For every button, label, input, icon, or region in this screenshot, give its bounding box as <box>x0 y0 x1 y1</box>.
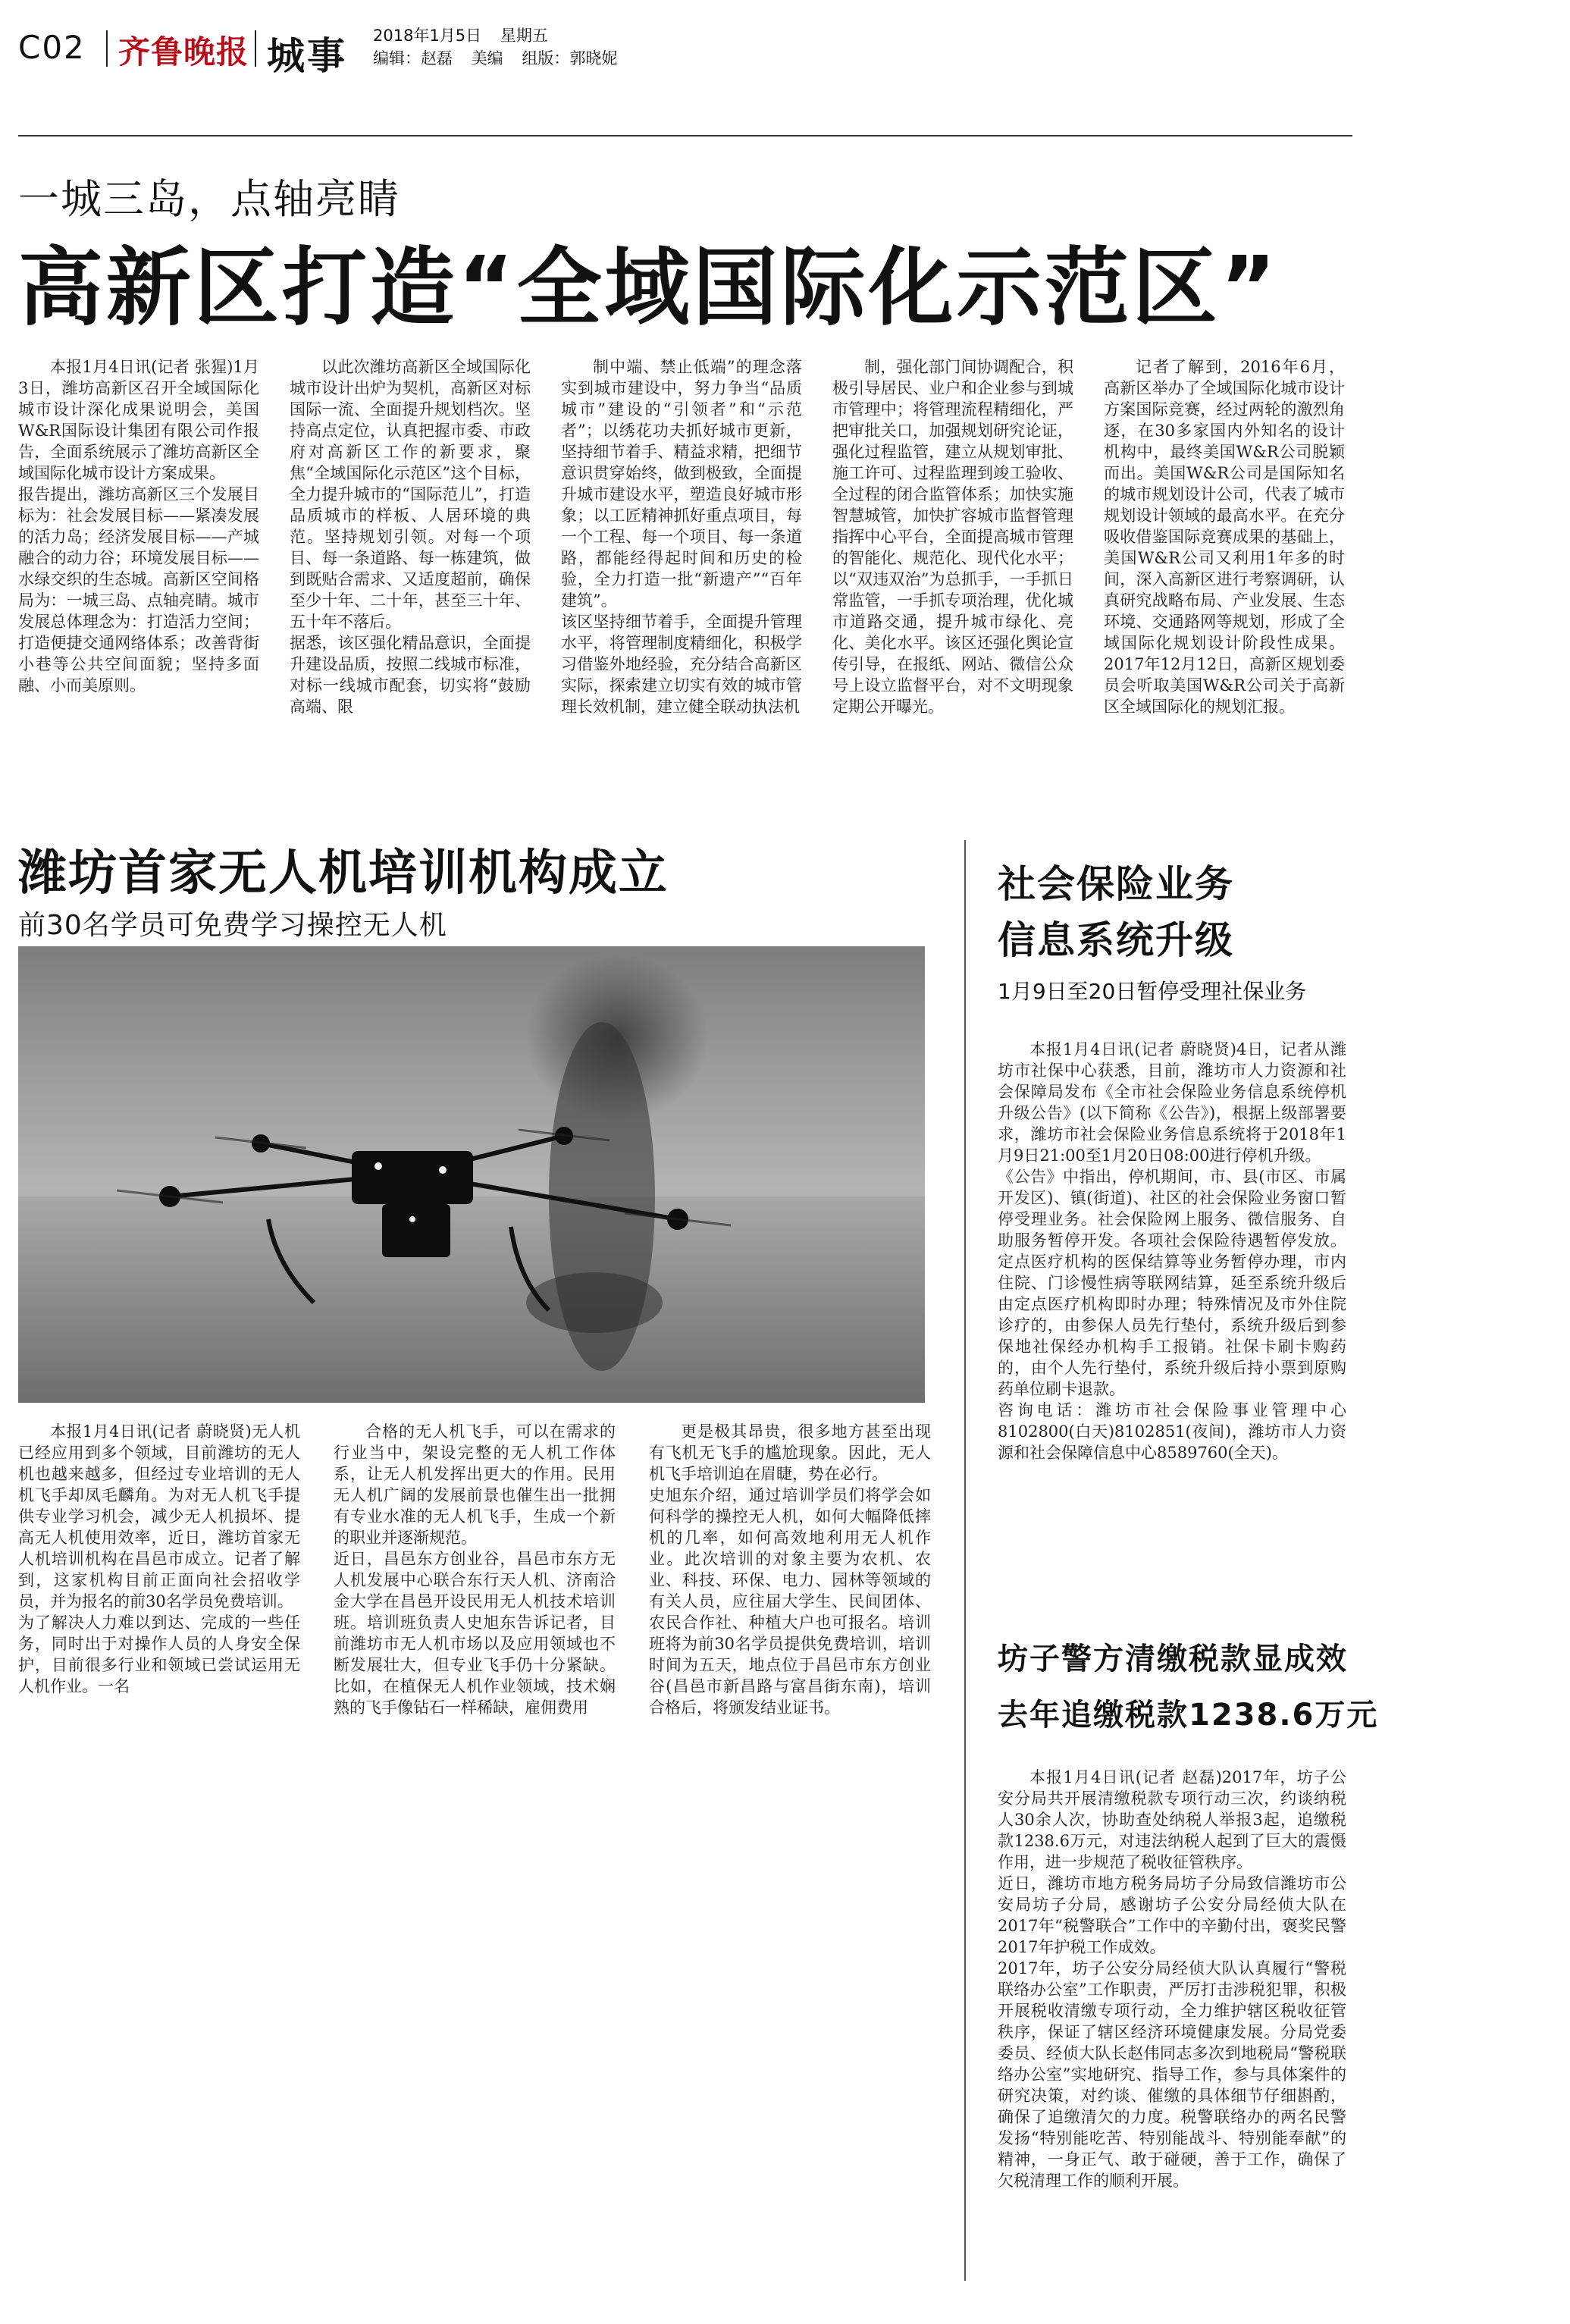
column-separator <box>964 840 966 2281</box>
lead-column-3: 制中端、禁止低端”的理念落实到城市建设中，努力争当“品质城市”建设的“引领者”和“示范者”；以绣花功夫抓好城市更新，坚持细节着手、精益求精，把细节意识贯穿始终，做到极致，全面提升城市建设水平，塑造良好城市形象；以工匠精神抓好重点项目，每一个工程、每一个项目、每一条道路，都能经得起时间和历史的检验，全力打造一批“新遗产”“百年建筑”。 该区坚持细节着手，全面提升管理水平，将管理制度精细化，积极学习借鉴外地经验，充分结合高新区实际，探索建立切实有效的城市管理长效机制，建立健全联动执法机 <box>561 358 802 716</box>
tax-headline-1: 坊子警方清缴税款显成效 <box>998 1642 1348 1676</box>
social-headline-1: 社会保险业务 <box>998 862 1234 906</box>
layout-credit: 组版：郭晓妮 <box>522 49 618 67</box>
art-credit: 美编 <box>471 49 503 67</box>
lead-column-5: 记者了解到，2016年6月，高新区举办了全域国际化城市设计方案国际竞赛，经过两轮的激烈角逐，在30多家国内外知名的设计机构中，最终美国W&R公司脱颖而出。美国W&R公司是国际知名的城市规划设计公司，代表了城市规划设计领域的最高水平。在充分吸收借鉴国际竞赛成果的基础上，美国W&R公司又利用1年多的时间，深入高新区进行考察调研，认真研究战略布局、产业发展、生态环境、交通路网等规划，形成了全域国际化规划设计阶段性成果。2017年12月12日，高新区规划委员会听取美国W&R公司关于高新区全域国际化的规划汇报。 <box>1104 358 1345 716</box>
tax-body: 本报1月4日讯(记者 赵磊)2017年，坊子公安分局共开展清缴税款专项行动三次，约谈纳税人30余人次，协助查处纳税人举报3起，追缴税款1238.6万元，对违法纳税人起到了巨大的震慑作用，进一步规范了税收征管秩序。 近日，潍坊市地方税务局坊子分局致信潍坊市公安局坊子分局，感谢坊子公安分局经侦大队在2017年“税警联合”工作中的辛勤付出，褒奖民警2017年护税工作成效。 2017年，坊子公安分局经侦大队认真履行“警税联络办公室”工作职责，严厉打击涉税犯罪，积极开展税收清缴专项行动，全力维护辖区税收征管秩序，保证了辖区经济环境健康发展。分局党委委员、经侦大队长赵伟同志多次到地税局“警税联络办公室”实地研究、指导工作，参与具体案件的研究决策，对约谈、催缴的具体细节仔细斟酌，确保了追缴清欠的力度。税警联络办的两名民警发扬“特别能吃苦、特别能战斗、特别能奉献”的精神，一身正气、敢于碰硬，善于工作，确保了欠税清理工作的顺利开展。 <box>998 1768 1346 2190</box>
lead-column-4: 制，强化部门间协调配合，积极引导居民、业户和企业参与到城市管理中；将管理流程精细化，严把审批关口，加强规划研究论证，强化过程监管，建立从规划审批、施工许可、过程监理到竣工验收、全过程的闭合监管体系；加快实施智慧城管，加快扩容城市监督管理指挥中心平台，全面提高城市管理的智能化、规范化、现代化水平；以“双违双治”为总抓手，一手抓日常监管，一手抓专项治理，优化城市道路交通，提升城市绿化、亮化、美化水平。该区还强化舆论宣传引导，在报纸、网站、微信公众号上设立监督平台，对不文明现象定期公开曝光。 <box>832 358 1073 716</box>
newspaper-brand: 齐鲁晚报 <box>118 33 249 71</box>
drone-column-3: 更是极其昂贵，很多地方甚至出现有飞机无飞手的尴尬现象。因此，无人机飞手培训迫在眉睫，势在必行。 史旭东介绍，通过培训学员们将学会如何科学的操控无人机，如何大幅降低摔机的几率，如何高效地利用无人机作业。此次培训的对象主要为农机、农业、科技、环保、电力、园林等领域的有关人员，应往届大学生、民间团体、农民合作社、种植大户也可报名。培训班将为前30名学员提供免费培训，培训时间为五天，地点位于昌邑市东方创业谷(昌邑市新昌路与富昌街东南)，培训合格后，将颁发结业证书。 <box>649 1422 931 1717</box>
drone-photo <box>18 946 925 1403</box>
drone-column-2: 合格的无人机飞手，可以在需求的行业当中，架设完整的无人机工作体系，让无人机发挥出更大的作用。民用无人机广阔的发展前景也催生出一批拥有专业水准的无人机飞手，生成一个新的职业并逐渐规范。 近日，昌邑东方创业谷，昌邑市东方无人机发展中心联合东行天人机、济南洽金大学在昌邑开设民用无人机技术培训班。培训班负责人史旭东告诉记者，目前潍坊市无人机市场以及应用领域也不断发展壮大，但专业飞手仍十分紧缺。比如，在植保无人机作业领域，技术娴熟的飞手像钻石一样稀缺，雇佣费用 <box>334 1422 616 1717</box>
masthead-divider <box>106 30 108 67</box>
section-title: 城事 <box>267 33 347 78</box>
lead-column-2: 以此次潍坊高新区全域国际化城市设计出炉为契机，高新区对标国际一流、全面提升规划档次。坚持高点定位，认真把握市委、市政府对高新区工作的新要求，聚焦“全域国际化示范区”这个目标，全力提升城市的“国际范儿”，打造品质城市的样板、人居环境的典范。坚持规划引领。对每一个项目、每一条道路、每一栋建筑，做到既贴合需求、又适度超前，确保至少十年、二十年，甚至三十年、五十年不落后。 据悉，该区强化精品意识，全面提升建设品质，按照二线城市标准，对标一线城市配套，切实将“鼓励高端、限 <box>290 358 531 716</box>
masthead-rule <box>18 135 1352 136</box>
issue-date: 2018年1月5日 <box>373 27 482 45</box>
masthead-divider <box>255 30 256 67</box>
issue-weekday: 星期五 <box>500 27 548 45</box>
drone-subhead: 前30名学员可免费学习操控无人机 <box>18 910 447 941</box>
lead-column-1: 本报1月4日讯(记者 张猩)1月3日，潍坊高新区召开全域国际化城市设计深化成果说明会，美国W&R国际设计集团有限公司作报告，全面系统展示了潍坊高新区全域国际化城市设计方案成果。 报告提出，潍坊高新区三个发展目标为：社会发展目标——紧凑发展的活力岛；经济发展目标——产城融合的动力谷；环境发展目标——水绿交织的生态城。高新区空间格局为：一城三岛、点轴亮睛。城市发展总体理念为：打造活力空间；打造便捷交通网络体系；改善背街小巷等公共空间面貌；坚持多面融、小而美原则。 <box>18 358 259 695</box>
drone-image <box>18 946 925 1403</box>
lead-kicker: 一城三岛，点轴亮睛 <box>18 175 400 223</box>
issue-info <box>373 24 631 70</box>
editor-credit: 编辑：赵磊 <box>373 49 453 67</box>
page-number: C02 <box>18 29 86 66</box>
social-body: 本报1月4日讯(记者 蔚晓贤)4日，记者从潍坊市社保中心获悉，目前，潍坊市人力资源和社会保障局发布《全市社会保险业务信息系统停机升级公告》(以下简称《公告》)，根据上级部署要求，潍坊市社会保险业务信息系统将于2018年1月9日21:00至1月20日08:00进行停机升级。 《公告》中指出，停机期间，市、县(市区、市属开发区)、镇(街道)、社区的社会保险业务窗口暂停受理业务。社会保险网上服务、微信服务、自助服务暂停开发。各项社会保险待遇暂停发放。定点医疗机构的医保结算等业务暂停办理，市内住院、门诊慢性病等联网结算，延至系统升级后由定点医疗机构即时办理；特殊情况及市外住院诊疗的，由参保人员先行垫付，系统升级后到参保地社保经办机构手工报销。社保卡刷卡购药的，由个人先行垫付，系统升级后持小票到原购药单位刷卡退款。 咨询电话：潍坊市社会保险事业管理中心8102800(白天)8102851(夜间)，潍坊市人力资源和社会保障信息中心8589760(全天)。 <box>998 1040 1346 1462</box>
tax-headline-2: 去年追缴税款1238.6万元 <box>998 1698 1379 1733</box>
lead-headline: 高新区打造“全域国际化示范区” <box>18 239 1280 337</box>
drone-headline: 潍坊首家无人机培训机构成立 <box>18 845 669 902</box>
social-subhead: 1月9日至20日暂停受理社保业务 <box>998 979 1307 1004</box>
drone-column-1: 本报1月4日讯(记者 蔚晓贤)无人机已经应用到多个领域，目前潍坊的无人机也越来越多，但经过专业培训的无人机飞手却凤毛麟角。为对无人机飞手提供专业学习机会，减少无人机损坏、提高无人机使用效率，近日，潍坊首家无人机培训机构在昌邑市成立。记者了解到，这家机构目前正面向社会招收学员，并为报名的前30名学员免费培训。 为了解决人力难以到达、完成的一些任务，同时出于对操作人员的人身安全保护，目前很多行业和领域已尝试运用无人机作业。一名 <box>18 1422 300 1695</box>
social-headline-2: 信息系统升级 <box>998 918 1234 962</box>
